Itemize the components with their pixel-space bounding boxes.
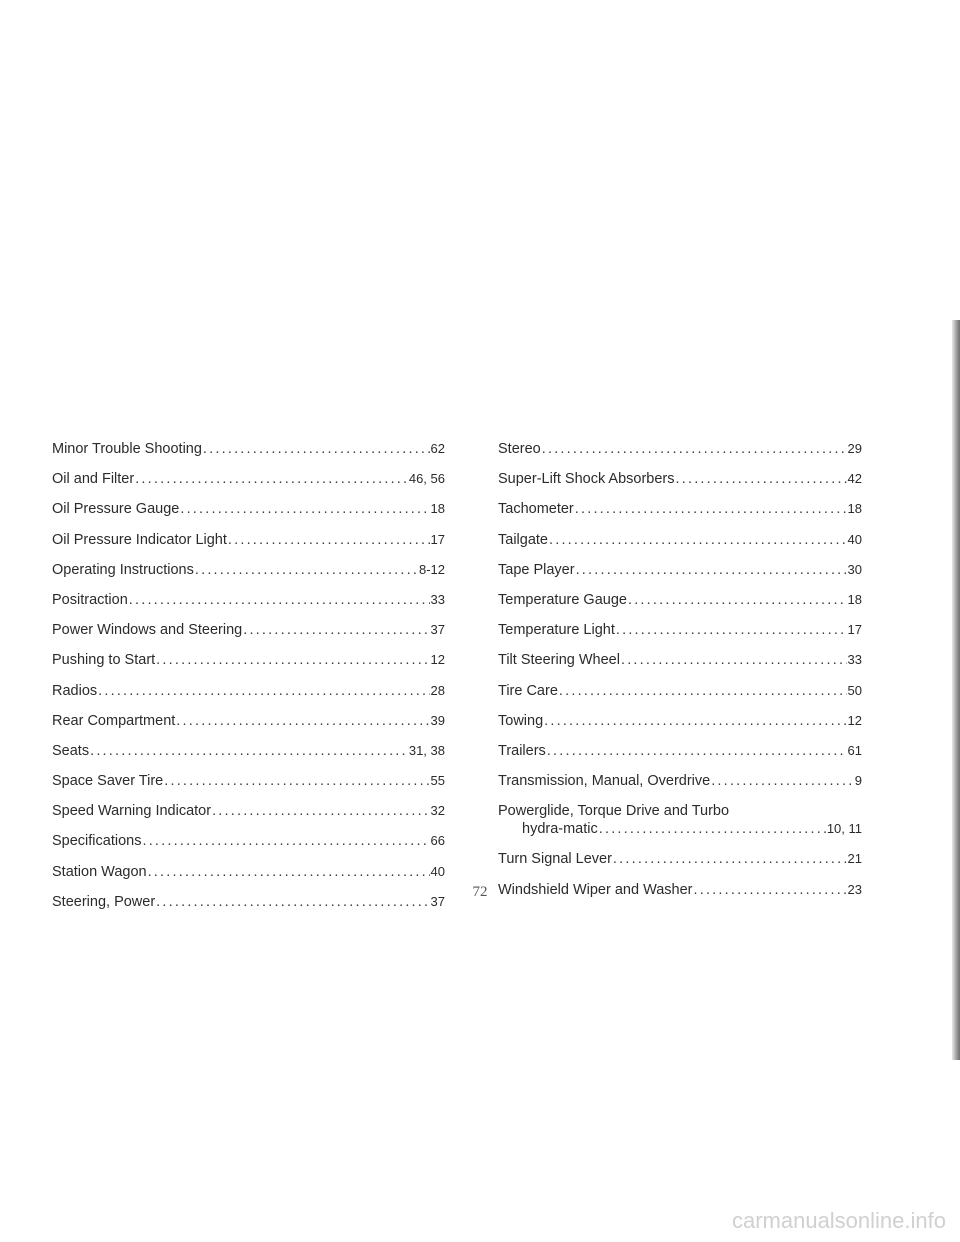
index-entry-label: Space Saver Tire xyxy=(52,773,164,790)
index-entry-page: 31, 38 xyxy=(408,742,445,758)
index-entry xyxy=(498,682,862,700)
index-entry-label: Temperature Light xyxy=(498,622,615,639)
index-entry xyxy=(52,621,445,639)
index-entry xyxy=(52,742,445,760)
index-entry-page: 17 xyxy=(847,622,862,638)
leader-dots xyxy=(135,470,408,488)
index-entry-page: 29 xyxy=(847,441,862,456)
leader-dots xyxy=(542,440,847,458)
index-entry-label: Positraction xyxy=(52,591,128,608)
index-entry-label: Super-Lift Shock Absorbers xyxy=(498,471,675,488)
index-entry xyxy=(498,440,862,458)
index-entry-page: 66 xyxy=(430,833,445,849)
index-entry xyxy=(52,802,445,820)
leader-dots xyxy=(544,712,846,730)
index-entry-label-continued: hydra-matic xyxy=(522,821,598,838)
index-entry xyxy=(52,591,445,609)
index-entry xyxy=(52,531,445,549)
index-entry xyxy=(498,850,862,868)
page-edge-shadow xyxy=(952,320,960,1060)
index-entry-label: Tailgate xyxy=(498,531,548,548)
index-entry xyxy=(498,651,862,669)
leader-dots xyxy=(576,561,847,579)
leader-dots xyxy=(628,591,847,609)
index-entry-page: 23 xyxy=(847,881,862,897)
index-entry-label: Stereo xyxy=(498,441,541,457)
index-entry-page: 12 xyxy=(430,652,445,668)
index-entry-label: Powerglide, Torque Drive and Turbo xyxy=(498,803,730,820)
index-entry xyxy=(52,651,445,669)
leader-dots xyxy=(195,561,418,579)
leader-dots xyxy=(164,772,429,790)
index-entry xyxy=(498,712,862,730)
index-entry-label: Transmission, Manual, Overdrive xyxy=(498,773,711,790)
index-entry-page: 42 xyxy=(847,471,862,487)
leader-dots xyxy=(203,440,430,458)
leader-dots xyxy=(148,863,430,881)
index-entry-page: 39 xyxy=(430,712,445,728)
leader-dots xyxy=(599,820,826,838)
leader-dots xyxy=(129,591,430,609)
index-entry xyxy=(52,440,445,458)
index-entry-page: 12 xyxy=(847,712,862,728)
index-entry xyxy=(498,742,862,760)
index-entry-continuation xyxy=(498,820,862,838)
index-entry-page: 62 xyxy=(430,441,445,456)
leader-dots xyxy=(575,500,847,518)
index-entry-page: 33 xyxy=(847,652,862,668)
index-entry xyxy=(498,881,862,899)
index-entry xyxy=(52,470,445,488)
index-entry xyxy=(498,621,862,639)
leader-dots xyxy=(549,531,847,549)
index-entry-label: Trailers xyxy=(498,742,546,759)
index-entry-page: 50 xyxy=(847,682,862,698)
leader-dots xyxy=(559,682,847,700)
watermark: carmanualsonline.info xyxy=(731,1208,946,1233)
index-entry-label: Operating Instructions xyxy=(52,561,194,578)
index-entry xyxy=(52,772,445,790)
leader-dots xyxy=(156,651,429,669)
index-column-right xyxy=(498,440,862,911)
leader-dots xyxy=(616,621,847,639)
index-entry xyxy=(498,470,862,488)
leader-dots xyxy=(212,802,429,820)
index-entry xyxy=(498,772,862,790)
leader-dots xyxy=(547,742,847,760)
leader-dots xyxy=(243,621,429,639)
index-entry xyxy=(52,682,445,700)
index-entry-label: Oil and Filter xyxy=(52,471,135,488)
index-entry-page: 37 xyxy=(430,622,445,638)
leader-dots xyxy=(98,682,429,700)
index-entry-label: Station Wagon xyxy=(52,863,147,880)
index-entry-page: 17 xyxy=(430,531,445,547)
leader-dots xyxy=(693,881,846,899)
index-entry xyxy=(52,561,445,579)
index-entry-label: Tire Care xyxy=(498,682,558,699)
index-entry-label: Power Windows and Steering xyxy=(52,622,243,639)
index-entry-label: Pushing to Start xyxy=(52,652,156,669)
index-entry xyxy=(52,863,445,881)
index-entry-page: 32 xyxy=(430,803,445,819)
index-entry-label: Windshield Wiper and Washer xyxy=(498,881,693,898)
index-entry-label: Radios xyxy=(52,682,98,699)
index-entry xyxy=(52,832,445,850)
index-entry-multiline xyxy=(498,802,862,838)
index-entry-page: 18 xyxy=(847,501,862,517)
leader-dots xyxy=(142,832,429,850)
index-entry xyxy=(498,591,862,609)
index-entry-page: 46, 56 xyxy=(408,471,445,487)
leader-dots xyxy=(711,772,854,790)
index-entry xyxy=(52,500,445,518)
leader-dots xyxy=(621,651,847,669)
index-entry-page: 18 xyxy=(847,591,862,607)
index-entry-label: Minor Trouble Shooting xyxy=(52,441,202,457)
page-number: 72 xyxy=(472,884,488,900)
index-entry-label: Oil Pressure Indicator Light xyxy=(52,531,227,548)
index-entry-label: Tilt Steering Wheel xyxy=(498,652,620,669)
index-entry-page: 28 xyxy=(430,682,445,698)
leader-dots xyxy=(156,893,429,911)
leader-dots xyxy=(613,850,847,868)
index-entry-page: 40 xyxy=(847,531,862,547)
index-entry xyxy=(498,500,862,518)
leader-dots xyxy=(180,500,429,518)
index-entry-label: Specifications xyxy=(52,833,142,850)
leader-dots xyxy=(176,712,429,730)
index-entry-page: 18 xyxy=(430,501,445,517)
index-entry-label: Oil Pressure Gauge xyxy=(52,501,180,518)
leader-dots xyxy=(90,742,408,760)
index-entry-page: 21 xyxy=(847,851,862,867)
index-entry-page: 55 xyxy=(430,773,445,789)
index-entry-label: Rear Compartment xyxy=(52,712,176,729)
index-entry-page: 10, 11 xyxy=(826,821,862,837)
index-entry-page: 8-12 xyxy=(418,561,445,577)
leader-dots xyxy=(676,470,847,488)
index-entry-page: 9 xyxy=(854,773,862,789)
index-entry xyxy=(52,712,445,730)
index-entry-label: Steering, Power xyxy=(52,893,156,910)
index-entry xyxy=(52,893,445,911)
leader-dots xyxy=(228,531,430,549)
index-entry-page: 33 xyxy=(430,591,445,607)
index-entry-page: 40 xyxy=(430,863,445,879)
index-entry-label: Temperature Gauge xyxy=(498,591,627,608)
index-entry-label: Turn Signal Lever xyxy=(498,851,612,868)
index-entry-page: 37 xyxy=(430,893,445,909)
index-column-left xyxy=(52,440,445,923)
index-entry-label: Tachometer xyxy=(498,501,574,518)
index-entry xyxy=(498,531,862,549)
index-entry-label: Towing xyxy=(498,712,544,729)
index-entry-label: Tape Player xyxy=(498,561,575,578)
index-entry-page: 30 xyxy=(847,561,862,577)
index-entry-page: 61 xyxy=(847,742,862,758)
index-entry xyxy=(498,561,862,579)
index-entry-label: Seats xyxy=(52,742,90,759)
index-entry-label: Speed Warning Indicator xyxy=(52,803,212,820)
